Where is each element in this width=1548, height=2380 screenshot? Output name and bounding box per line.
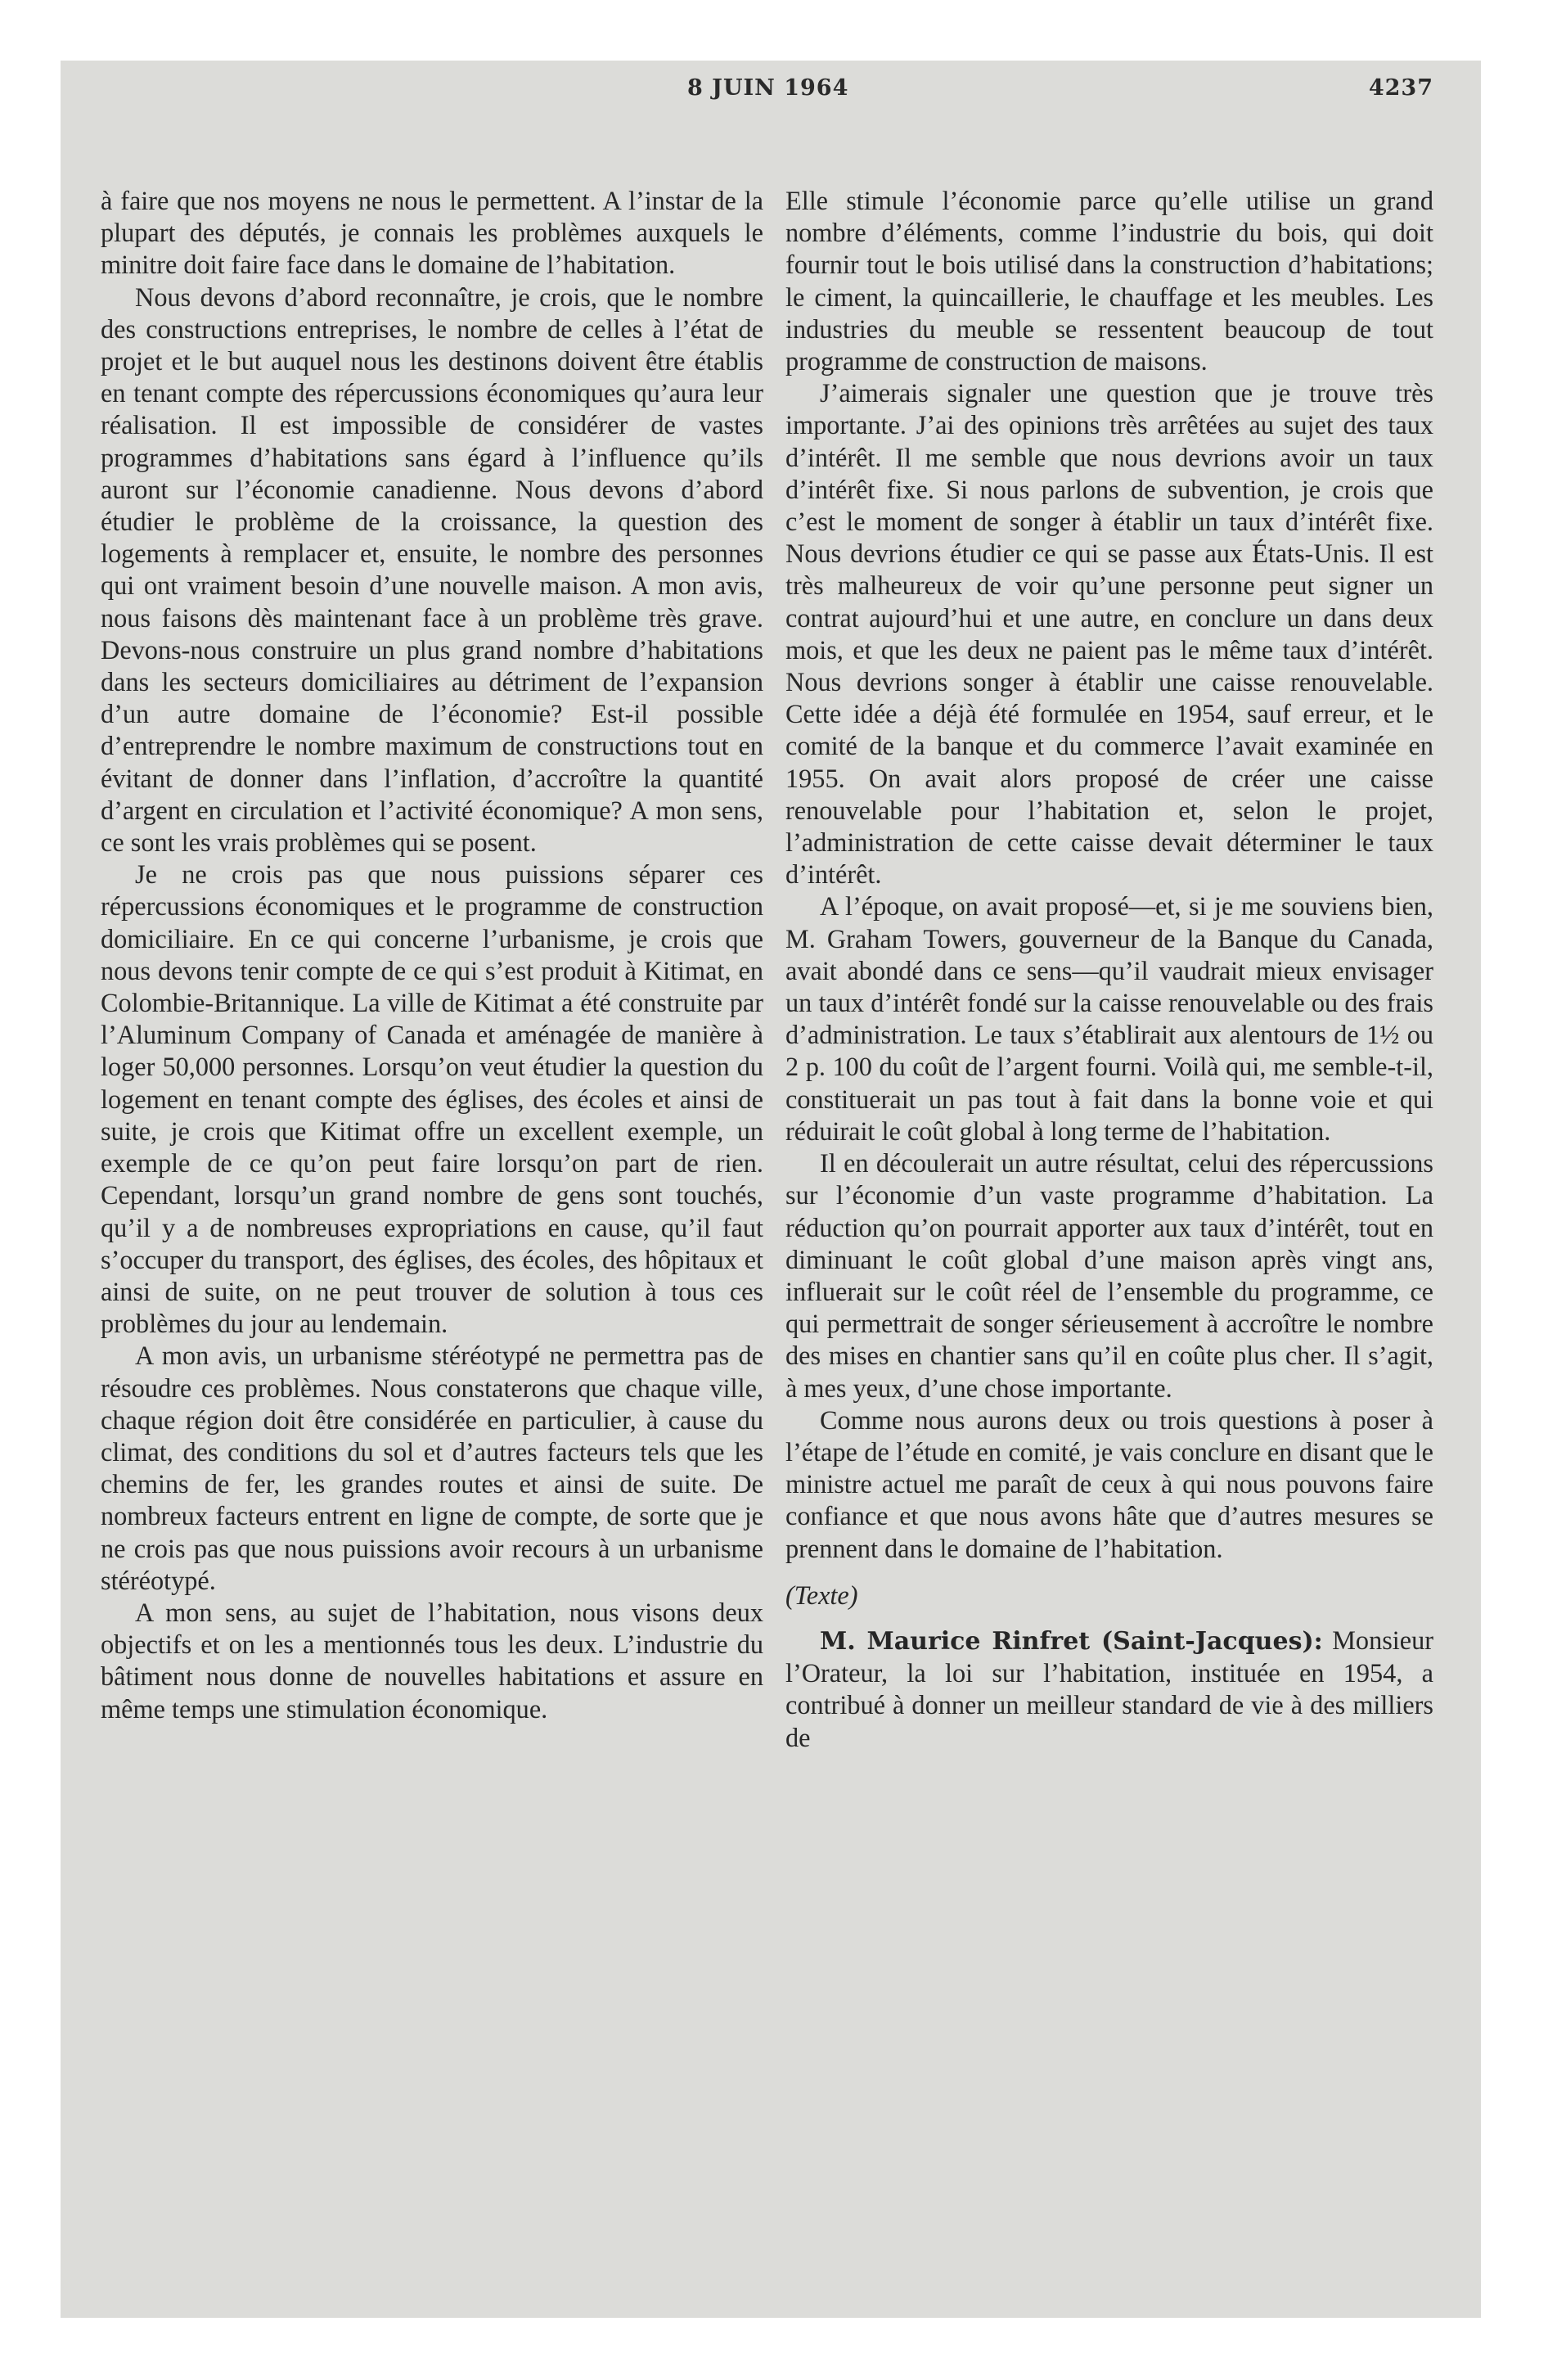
paragraph: J’aimerais signaler une question que je trouve très importante. J’ai des opinions très arrêtées au sujet des taux d’intérêt. Il me semble que nous devrions avoir un taux d’intérêt fixe. Si nous parlons de subvention, je crois que c’est le moment de songer à établir un taux d’intérêt fixe. Nous devrions étudier ce qui se passe aux États-Unis. Il est très malheureux de voir qu’une personne peut signer un contrat aujourd’hui et une autre, en conclure un dans deux mois, et que les deux ne paient pas le même taux d’intérêt. Nous devrions songer à établir une caisse renouvelable. Cette idée a déjà été formulée en 1954, sauf erreur, et le comité de la banque et du commerce l’avait examinée en 1955. On avait alors proposé de créer une caisse renouvelable pour l’habitation et, selon le projet, l’administration de cette caisse devait déterminer le taux d’intérêt. [785, 378, 1433, 890]
left-column [101, 185, 763, 1725]
paragraph: A mon sens, au sujet de l’habitation, nous visons deux objectifs et on les a mentionnés tous les deux. L’industrie du bâtiment nous donne de nouvelles habitations et assure en même temps une stimulation économique. [101, 1597, 763, 1724]
paragraph: Elle stimule l’économie parce qu’elle utilise un grand nombre d’éléments, comme l’industrie du bois, qui doit fournir tout le bois utilisé dans la construction d’habitations; le ciment, la quincaillerie, le chauffage et les meubles. Les industries du meuble se ressentent beaucoup de tout programme de construction de maisons. [785, 186, 1433, 376]
speaker-text: Monsieur l’Orateur, la loi sur l’habitation, instituée en 1954, a contribué à donner un meilleur standard de vie à des milliers de [785, 1625, 1433, 1752]
header-date: 8 JUIN 1964 [687, 75, 849, 101]
page-header [0, 75, 1548, 108]
paragraph: A l’époque, on avait proposé—et, si je me souviens bien, M. Graham Towers, gouverneur de la Banque du Canada, avait abondé dans ce sens—qu’il vaudrait mieux envisager un taux d’intérêt fondé sur la caisse renouvelable ou des frais d’administration. Le taux s’établirait aux alentours de 1½ ou 2 p. 100 du coût de l’argent fourni. Voilà qui, me semble-t-il, constituerait un pas tout à fait dans la bonne voie et qui réduirait le coût global à long terme de l’habitation. [785, 891, 1433, 1146]
paragraph: à faire que nos moyens ne nous le permettent. A l’instar de la plupart des députés, je connais les problèmes auxquels le minitre doit faire face dans le domaine de l’habitation. [101, 186, 763, 280]
paragraph: A mon avis, un urbanisme stéréotypé ne permettra pas de résoudre ces problèmes. Nous constaterons que chaque ville, chaque région doit être considérée en particulier, à cause du climat, des conditions du sol et d’autres facteurs tels que les chemins de fer, les grandes routes et ainsi de suite. De nombreux facteurs entrent en ligne de compte, de sorte que je ne crois pas que nous puissions avoir recours à un urbanisme stéréotypé. [101, 1341, 763, 1595]
speaker-paragraph [785, 1625, 1433, 1754]
section-label: (Texte) [785, 1580, 858, 1610]
paragraph: Je ne crois pas que nous puissions séparer ces répercussions économiques et le programme de construction domiciliaire. En ce qui concerne l’urbanisme, je crois que nous devons tenir compte de ce qui s’est produit à Kitimat, en Colombie-Britannique. La ville de Kitimat a été construite par l’Aluminum Company of Canada et aménagée de manière à loger 50,000 personnes. Lorsqu’on veut étudier la question du logement en tenant compte des églises, des écoles et ainsi de suite, je crois que Kitimat offre un excellent exemple, un exemple de ce qu’on peut faire lorsqu’on part de rien. Cependant, lorsqu’un grand nombre de gens sont touchés, qu’il y a de nombreuses expropriations en cause, qu’il faut s’occuper du transport, des églises, des écoles, des hôpitaux et ainsi de suite, on ne peut trouver de solution à tous ces problèmes du jour au lendemain. [101, 859, 763, 1339]
paragraph: Nous devons d’abord reconnaître, je crois, que le nombre des constructions entreprises, le nombre de celles à l’état de projet et le but auquel nous les destinons doivent être établis en tenant compte des répercussions économiques qu’aura leur réalisation. Il est impossible de considérer de vastes programmes d’habitations sans égard à l’influence qu’ils auront sur l’économie canadienne. Nous devons d’abord étudier le problème de la croissance, la question des logements à remplacer et, ensuite, le nombre des personnes qui ont vraiment besoin d’une nouvelle maison. A mon avis, nous faisons dès maintenant face à un problème très grave. Devons-nous construire un plus grand nombre d’habitations dans les secteurs domiciliaires au détriment de l’expansion d’un autre domaine de l’économie? Est-il possible d’entreprendre le nombre maximum de constructions tout en évitant de donner dans l’inflation, d’accroître la quantité d’argent en circulation et l’activité économique? A mon sens, ce sont les vrais problèmes qui se posent. [101, 282, 763, 858]
header-page-number: 4237 [1368, 75, 1433, 101]
paragraph: Comme nous aurons deux ou trois questions à poser à l’étape de l’étude en comité, je vais conclure en disant que le ministre actuel me paraît de ceux à qui nous pouvons faire confiance et que nous avons hâte que d’autres mesures se prennent dans le domaine de l’habitation. [785, 1404, 1433, 1563]
right-column [785, 185, 1433, 1754]
paragraph: Il en découlerait un autre résultat, celui des répercussions sur l’économie d’un vaste programme d’habitation. La réduction qu’on pourrait apporter aux taux d’intérêt, tout en diminuant le coût global d’une maison après vingt ans, influerait sur le coût réel de l’ensemble du programme, ce qui permettrait de songer sérieusement à accroître le nombre des mises en chantier sans qu’il en coûte plus cher. Il s’agit, à mes yeux, d’une chose importante. [785, 1148, 1433, 1403]
speaker-name: M. Maurice Rinfret (Saint-Jacques): [820, 1626, 1323, 1656]
